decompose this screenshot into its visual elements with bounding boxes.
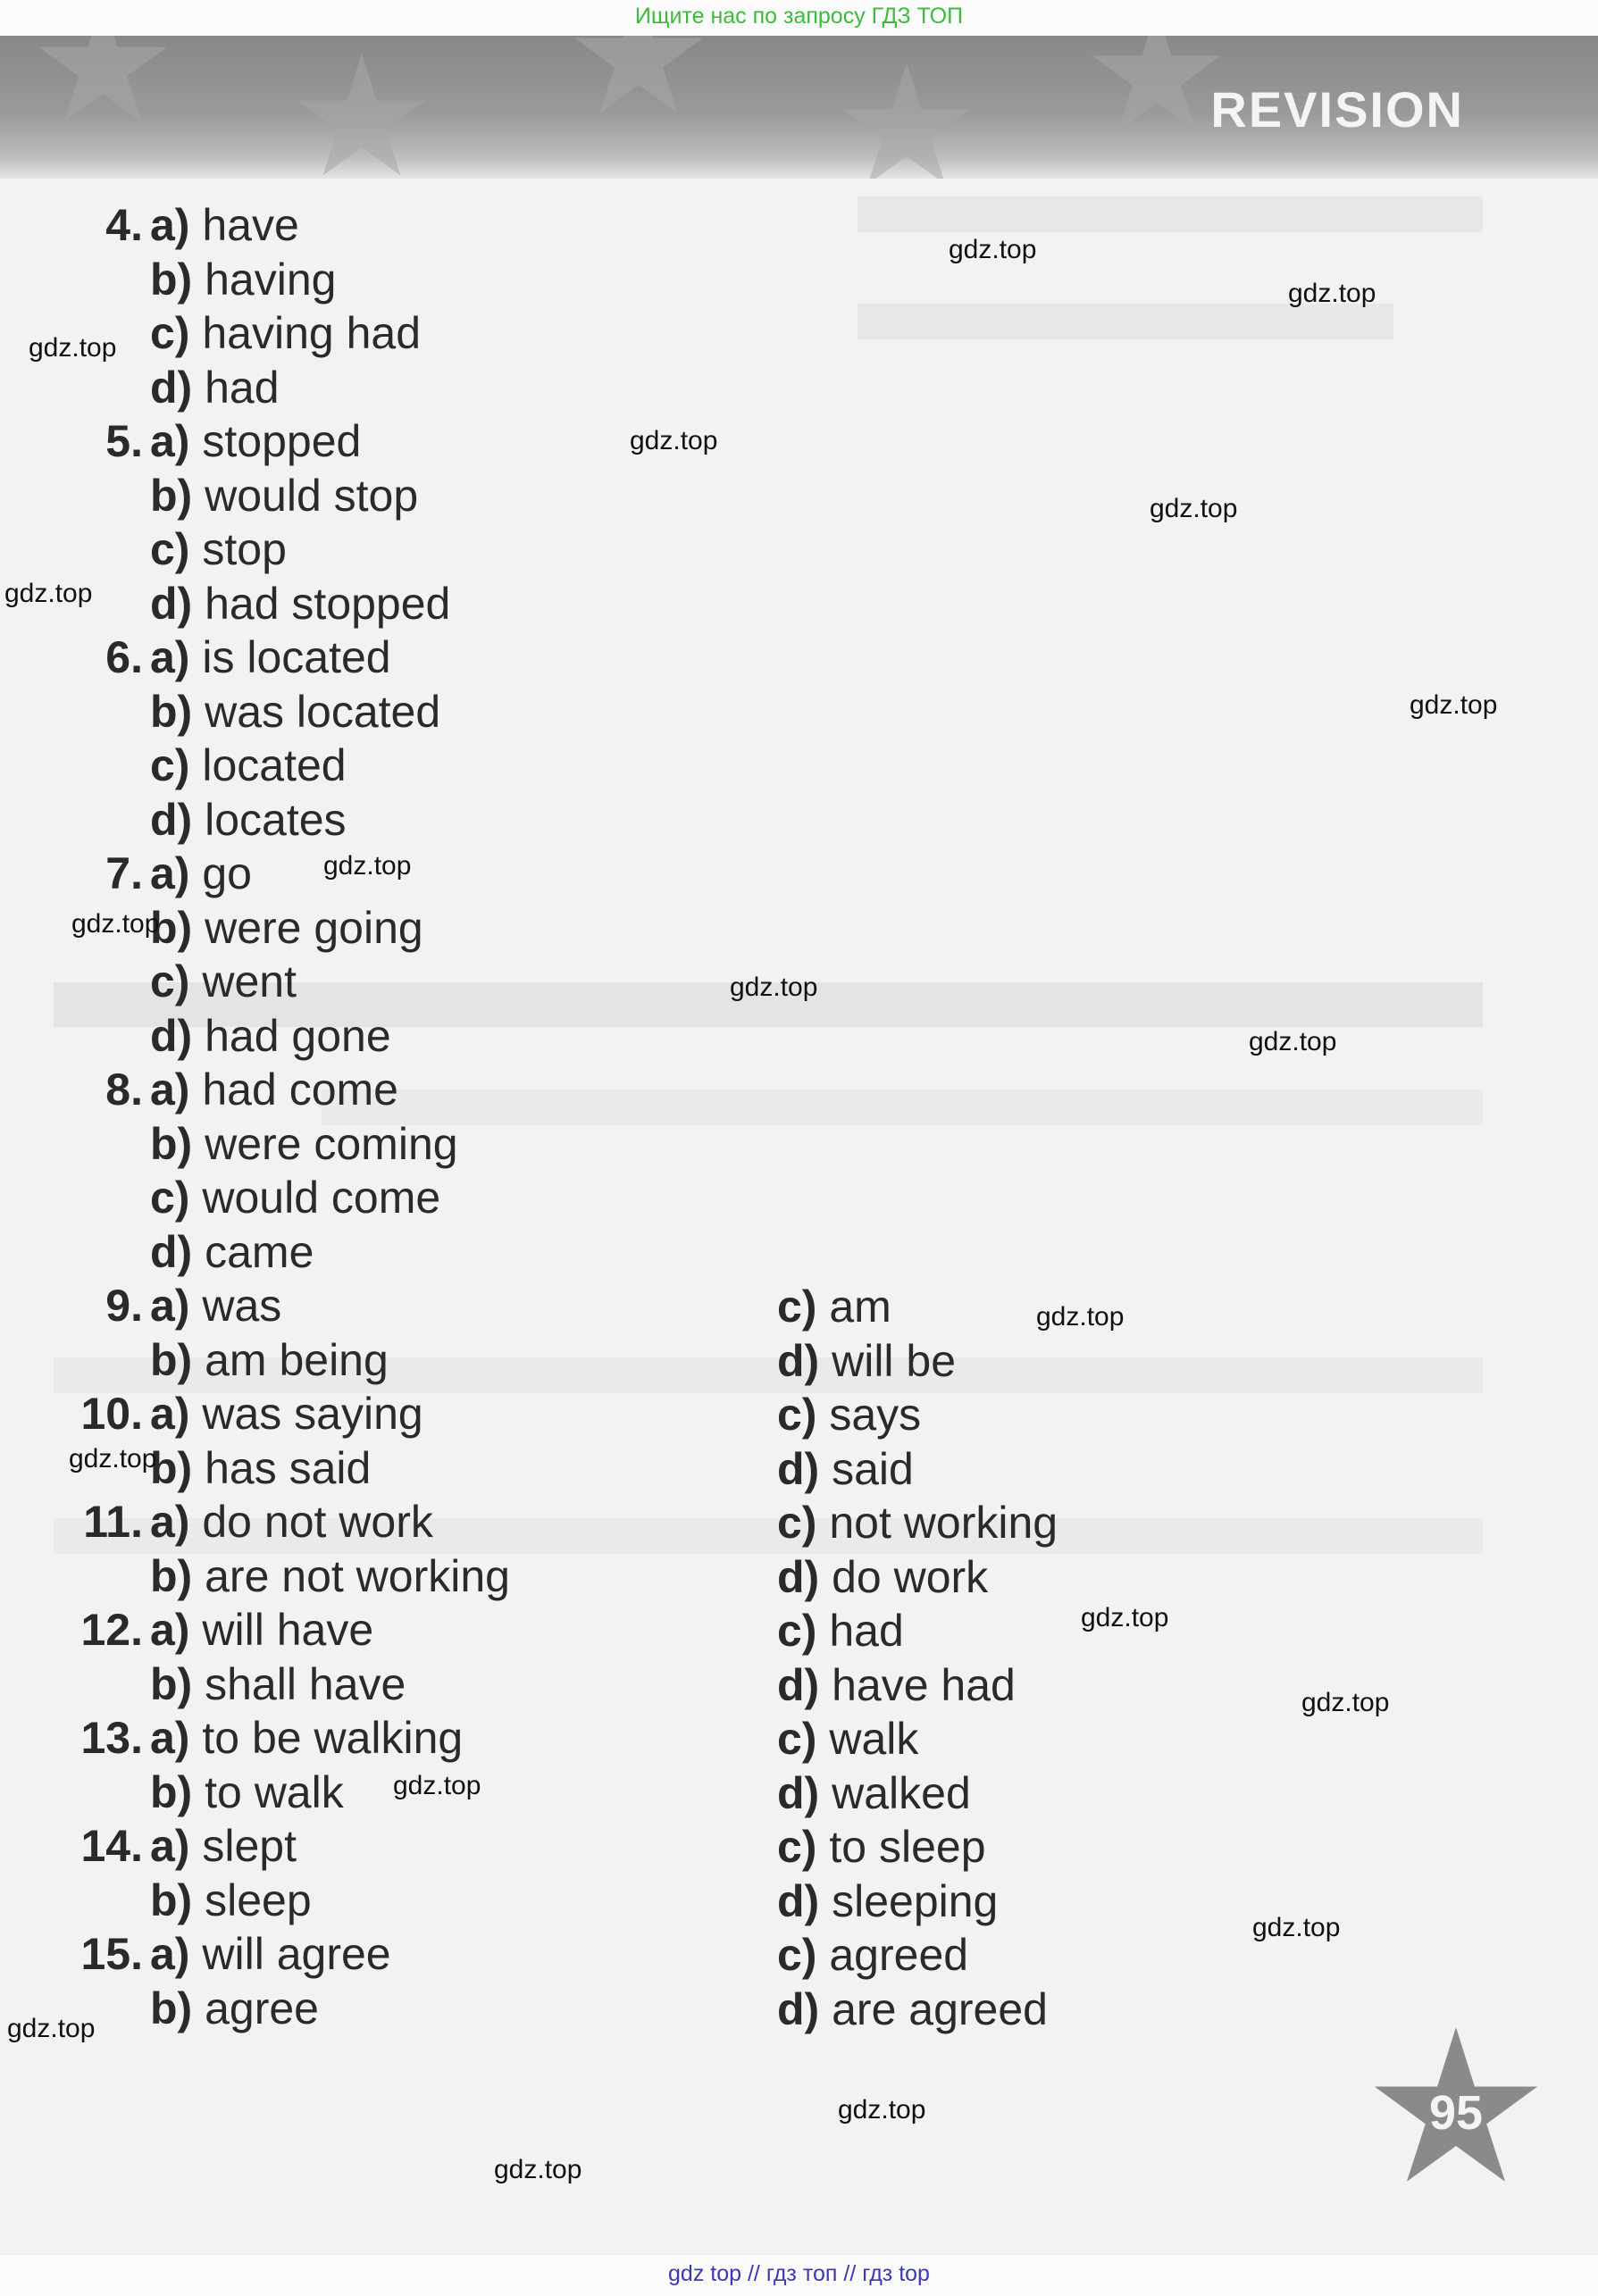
option-letter: b) — [150, 1766, 193, 1817]
watermark: gdz.top — [4, 579, 93, 608]
option-text: was located — [205, 686, 441, 737]
revision-banner — [0, 36, 1598, 179]
option-text: had — [829, 1606, 904, 1656]
option-letter: d) — [777, 1983, 820, 2034]
answer-option — [777, 1820, 1058, 1874]
question-number: 9. — [105, 1281, 143, 1331]
option-letter: b) — [150, 254, 193, 305]
answer-option — [777, 1983, 1058, 2037]
answer-option — [58, 847, 510, 901]
watermark: gdz.top — [7, 2014, 96, 2043]
option-text: are agreed — [832, 1983, 1048, 2034]
watermark: gdz.top — [1288, 279, 1376, 308]
answer-option — [777, 1928, 1058, 1983]
top-notice-link[interactable]: Ищите нас по запросу ГДЗ ТОП — [634, 4, 964, 29]
answer-option — [58, 1225, 510, 1280]
answer-option — [58, 469, 510, 523]
option-text: go — [202, 848, 252, 898]
option-letter: a) — [150, 1929, 190, 1979]
option-letter: b) — [150, 1550, 193, 1601]
option-text: am — [829, 1282, 891, 1332]
option-letter: c) — [777, 1498, 817, 1548]
watermark: gdz.top — [1410, 690, 1498, 720]
option-letter: b) — [150, 686, 193, 737]
option-text: agreed — [829, 1930, 969, 1980]
option-letter: a) — [150, 1605, 190, 1655]
option-letter: d) — [150, 1226, 193, 1277]
option-text: had come — [202, 1065, 398, 1115]
option-text: will agree — [202, 1929, 391, 1979]
question-number: 10. — [80, 1389, 143, 1439]
option-letter: b) — [150, 902, 193, 953]
option-letter: d) — [150, 362, 193, 413]
answer-option — [58, 522, 510, 577]
answer-option — [777, 1334, 1058, 1389]
option-letter: d) — [150, 578, 193, 629]
option-letter: d) — [777, 1443, 820, 1494]
answer-option — [777, 1496, 1058, 1550]
question-number: 14. — [80, 1821, 143, 1871]
answer-option — [58, 685, 510, 739]
answers-right-column — [777, 1280, 1058, 2036]
answer-option — [58, 1982, 510, 2036]
watermark: gdz.top — [630, 426, 718, 455]
answer-option — [58, 361, 510, 415]
question-number: 7. — [105, 848, 143, 898]
option-letter: a) — [150, 848, 190, 898]
option-text: would stop — [205, 470, 419, 521]
answer-option — [58, 955, 510, 1009]
option-letter: d) — [777, 1767, 820, 1818]
watermark: gdz.top — [1252, 1913, 1341, 1942]
option-letter: a) — [150, 416, 190, 466]
option-text: agree — [205, 1983, 319, 2033]
option-letter: c) — [777, 1390, 817, 1440]
answer-option — [58, 1009, 510, 1064]
answer-option — [58, 1927, 510, 1982]
answer-option — [777, 1712, 1058, 1766]
answer-option — [58, 306, 510, 361]
option-text: to sleep — [829, 1822, 986, 1872]
option-text: would come — [202, 1173, 441, 1223]
question-number: 12. — [80, 1605, 143, 1655]
top-notice-bar — [0, 0, 1598, 36]
watermark: gdz.top — [29, 333, 117, 363]
banner-star-icon — [840, 63, 974, 179]
option-text: having — [205, 254, 337, 305]
answer-option — [777, 1550, 1058, 1605]
answer-option — [58, 1171, 510, 1225]
watermark: gdz.top — [494, 2155, 582, 2184]
option-letter: b) — [150, 470, 193, 521]
option-text: were going — [205, 902, 423, 953]
answer-option — [58, 1279, 510, 1333]
option-letter: b) — [150, 1442, 193, 1493]
answer-option — [777, 1658, 1058, 1713]
option-letter: d) — [777, 1659, 820, 1710]
answer-option — [777, 1442, 1058, 1497]
answer-option — [58, 1495, 510, 1549]
option-letter: a) — [150, 200, 190, 250]
question-number: 11. — [83, 1497, 143, 1547]
answer-option — [58, 198, 510, 253]
answer-option — [58, 1117, 510, 1172]
question-number: 13. — [80, 1713, 143, 1763]
option-text: have — [202, 200, 299, 250]
banner-star-icon — [572, 36, 706, 125]
watermark: gdz.top — [1301, 1688, 1390, 1717]
watermark: gdz.top — [393, 1771, 481, 1800]
answer-option — [58, 1063, 510, 1117]
answer-option — [58, 630, 510, 685]
option-text: has said — [205, 1442, 372, 1493]
answer-option — [58, 793, 510, 847]
watermark: gdz.top — [949, 235, 1037, 264]
option-text: will be — [832, 1335, 957, 1386]
banner-star-icon — [1090, 36, 1224, 143]
option-text: had — [205, 362, 280, 413]
watermark: gdz.top — [838, 2095, 926, 2125]
answer-option — [58, 1711, 510, 1766]
option-text: to be walking — [202, 1713, 464, 1763]
watermark: gdz.top — [69, 1444, 157, 1474]
option-letter: c) — [777, 1930, 817, 1980]
option-text: having had — [202, 308, 422, 358]
option-letter: a) — [150, 1065, 190, 1115]
option-letter: d) — [150, 794, 193, 845]
option-text: not working — [829, 1498, 1058, 1548]
option-letter: c) — [777, 1606, 817, 1656]
option-text: stop — [202, 524, 287, 574]
section-title: REVISION — [1210, 81, 1464, 138]
option-text: to walk — [205, 1766, 344, 1817]
option-text: will have — [202, 1605, 374, 1655]
option-letter: a) — [150, 1497, 190, 1547]
option-text: says — [829, 1390, 922, 1440]
option-letter: a) — [150, 1713, 190, 1763]
answer-option — [777, 1874, 1058, 1929]
answer-option — [58, 739, 510, 793]
option-text: went — [202, 956, 297, 1006]
answer-option — [58, 414, 510, 469]
banner-star-icon — [36, 36, 170, 134]
option-letter: c) — [777, 1822, 817, 1872]
watermark: gdz.top — [1036, 1302, 1125, 1332]
option-letter: b) — [150, 1658, 193, 1709]
answer-option — [58, 577, 510, 631]
question-number: 5. — [105, 416, 143, 466]
question-number: 6. — [105, 632, 143, 682]
option-text: walked — [832, 1767, 971, 1818]
option-letter: a) — [150, 1389, 190, 1439]
answer-option — [58, 1874, 510, 1928]
watermark: gdz.top — [1150, 494, 1238, 523]
option-letter: d) — [150, 1010, 193, 1061]
option-letter: b) — [150, 1874, 193, 1925]
option-text: do work — [832, 1551, 989, 1602]
option-text: said — [832, 1443, 914, 1494]
option-text: shall have — [205, 1658, 406, 1709]
answer-option — [777, 1280, 1058, 1334]
answers-left-column — [58, 198, 510, 2035]
option-letter: b) — [150, 1334, 193, 1385]
watermark: gdz.top — [1249, 1027, 1337, 1056]
option-text: am being — [205, 1334, 389, 1385]
option-letter: a) — [150, 632, 190, 682]
option-text: have had — [832, 1659, 1016, 1710]
answer-option — [58, 1657, 510, 1712]
option-letter: d) — [777, 1551, 820, 1602]
answer-option — [58, 253, 510, 307]
answer-option — [58, 1387, 510, 1441]
option-letter: c) — [150, 1173, 190, 1223]
option-text: had gone — [205, 1010, 391, 1061]
footer-links[interactable]: gdz top // гдз топ // гдз top — [668, 2261, 930, 2286]
watermark: gdz.top — [71, 909, 160, 939]
option-letter: c) — [150, 308, 190, 358]
option-text: sleep — [205, 1874, 312, 1925]
option-text: slept — [202, 1821, 297, 1871]
question-number: 4. — [105, 200, 143, 250]
option-text: are not working — [205, 1550, 510, 1601]
question-number: 8. — [105, 1065, 143, 1115]
question-number: 15. — [80, 1929, 143, 1979]
option-text: do not work — [202, 1497, 433, 1547]
option-letter: d) — [777, 1335, 820, 1386]
watermark: gdz.top — [1081, 1603, 1169, 1632]
option-text: was saying — [202, 1389, 423, 1439]
answer-option — [58, 1819, 510, 1874]
answer-option — [777, 1766, 1058, 1821]
answer-option — [58, 1549, 510, 1604]
answer-option — [58, 1603, 510, 1657]
option-letter: d) — [777, 1875, 820, 1926]
watermark: gdz.top — [323, 851, 412, 881]
option-letter: b) — [150, 1118, 193, 1169]
option-text: were coming — [205, 1118, 458, 1169]
option-text: came — [205, 1226, 314, 1277]
option-text: was — [202, 1281, 282, 1331]
option-letter: c) — [150, 524, 190, 574]
option-letter: a) — [150, 1281, 190, 1331]
answer-option — [58, 1333, 510, 1388]
option-letter: c) — [150, 740, 190, 790]
option-letter: b) — [150, 1983, 193, 2033]
answer-option — [777, 1388, 1058, 1442]
option-letter: c) — [777, 1714, 817, 1764]
option-letter: a) — [150, 1821, 190, 1871]
option-text: had stopped — [205, 578, 451, 629]
option-text: is located — [202, 632, 391, 682]
option-text: located — [202, 740, 347, 790]
option-text: walk — [829, 1714, 919, 1764]
option-text: sleeping — [832, 1875, 999, 1926]
page-number: 95 — [1428, 2086, 1484, 2140]
answer-option — [777, 1604, 1058, 1658]
watermark: gdz.top — [730, 973, 818, 1002]
option-letter: c) — [777, 1282, 817, 1332]
option-letter: c) — [150, 956, 190, 1006]
option-text: locates — [205, 794, 347, 845]
option-text: stopped — [202, 416, 362, 466]
banner-star-icon — [295, 54, 429, 179]
